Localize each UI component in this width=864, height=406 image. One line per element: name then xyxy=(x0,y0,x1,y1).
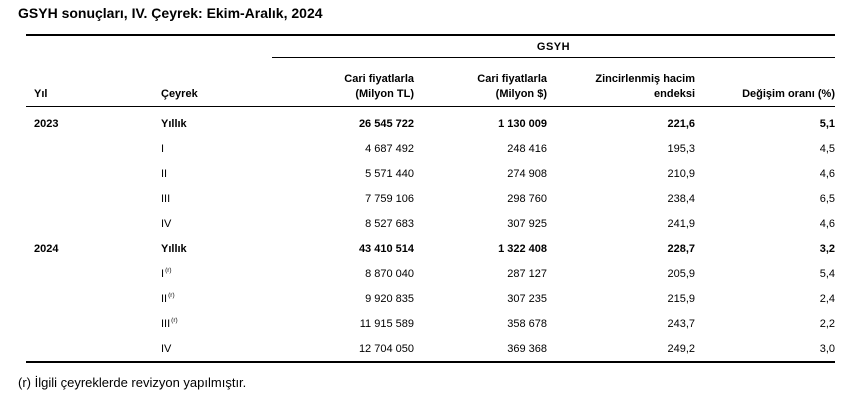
revision-mark: (r) xyxy=(171,317,178,324)
table-body xyxy=(26,107,835,363)
cell-cari-usd: 307 235 xyxy=(507,292,547,305)
cell-cari-usd: 298 760 xyxy=(507,192,547,205)
cell-year xyxy=(26,161,161,186)
col-header-chain-index: Zincirlenmiş hacim endeksi xyxy=(595,73,695,100)
cell-cari-usd: 358 678 xyxy=(507,317,547,330)
cell-quarter: IV xyxy=(161,342,172,355)
revision-mark: (r) xyxy=(165,267,172,274)
table-row xyxy=(26,311,835,336)
cell-cari-usd: 1 322 408 xyxy=(498,242,547,255)
cell-cari-tl: 26 545 722 xyxy=(358,117,414,130)
cell-chain-index: 195,3 xyxy=(667,142,695,155)
cell-year xyxy=(26,286,161,311)
revision-mark: (r) xyxy=(168,292,175,299)
cell-quarter: II xyxy=(161,167,168,180)
table-row xyxy=(26,336,835,362)
cell-chain-index: 221,6 xyxy=(667,117,695,130)
cell-change-rate: 4,6 xyxy=(819,217,835,230)
cell-year xyxy=(26,186,161,211)
cell-year xyxy=(26,261,161,286)
cell-change-rate: 3,2 xyxy=(819,242,835,255)
cell-chain-index: 241,9 xyxy=(667,217,695,230)
cell-change-rate: 2,2 xyxy=(819,317,835,330)
cell-year xyxy=(26,311,161,336)
cell-cari-tl: 5 571 440 xyxy=(365,167,414,180)
cell-cari-tl: 43 410 514 xyxy=(358,242,414,255)
cell-year xyxy=(26,211,161,236)
cell-change-rate: 3,0 xyxy=(819,342,835,355)
cell-quarter: III$^{(r)}$ xyxy=(161,317,178,330)
cell-chain-index: 210,9 xyxy=(667,167,695,180)
cell-year: 2023 xyxy=(34,117,59,130)
cell-cari-tl: 12 704 050 xyxy=(358,342,414,355)
table-row xyxy=(26,286,835,311)
col-header-cari-tl: Cari fiyatlarla (Milyon TL) xyxy=(344,73,414,100)
cell-quarter: Yıllık xyxy=(161,117,187,130)
cell-change-rate: 2,4 xyxy=(819,292,835,305)
cell-cari-tl: 8 527 683 xyxy=(365,217,414,230)
footnote: (r) İlgili çeyreklerde revizyon yapılmıştır. xyxy=(18,375,247,390)
gsyh-table xyxy=(26,34,835,363)
cell-cari-usd: 1 130 009 xyxy=(498,117,547,130)
col-header-cari-usd: Cari fiyatlarla (Milyon $) xyxy=(477,73,547,100)
cell-chain-index: 205,9 xyxy=(667,267,695,280)
col-header-quarter: Çeyrek xyxy=(161,88,198,100)
cell-quarter: II$^{(r)}$ xyxy=(161,292,175,305)
cell-chain-index: 238,4 xyxy=(667,192,695,205)
cell-cari-tl: 11 915 589 xyxy=(359,317,414,330)
cell-cari-tl: 4 687 492 xyxy=(365,142,414,155)
cell-change-rate: 4,5 xyxy=(819,142,835,155)
cell-change-rate: 5,1 xyxy=(819,117,835,130)
cell-chain-index: 215,9 xyxy=(667,292,695,305)
cell-year xyxy=(26,336,161,362)
cell-change-rate: 5,4 xyxy=(819,267,835,280)
col-header-year: Yıl xyxy=(34,88,48,100)
cell-change-rate: 4,6 xyxy=(819,167,835,180)
cell-year xyxy=(26,136,161,161)
col-header-change-rate: Değişim oranı (%) xyxy=(742,88,835,100)
cell-quarter: I xyxy=(161,142,165,155)
cell-chain-index: 243,7 xyxy=(667,317,695,330)
table-title: GSYH sonuçları, IV. Çeyrek: Ekim-Aralık, 2024 xyxy=(18,5,323,21)
cell-quarter: III xyxy=(161,192,171,205)
cell-cari-usd: 287 127 xyxy=(507,267,547,280)
cell-year: 2024 xyxy=(34,242,59,255)
cell-cari-tl: 7 759 106 xyxy=(365,192,414,205)
cell-chain-index: 228,7 xyxy=(667,242,695,255)
table-row xyxy=(26,186,835,211)
cell-cari-usd: 307 925 xyxy=(507,217,547,230)
cell-quarter: Yıllık xyxy=(161,242,187,255)
cell-quarter: IV xyxy=(161,217,172,230)
table-row xyxy=(26,236,835,261)
cell-cari-usd: 248 416 xyxy=(507,142,547,155)
cell-cari-tl: 9 920 835 xyxy=(365,292,414,305)
table-row xyxy=(26,211,835,236)
cell-cari-usd: 274 908 xyxy=(507,167,547,180)
cell-cari-usd: 369 368 xyxy=(507,342,547,355)
cell-chain-index: 249,2 xyxy=(667,342,695,355)
table-row xyxy=(26,107,835,137)
table-row xyxy=(26,261,835,286)
cell-quarter: $I^{(r)}$ xyxy=(161,267,172,280)
table-row xyxy=(26,136,835,161)
table-row xyxy=(26,161,835,186)
cell-change-rate: 6,5 xyxy=(819,192,835,205)
cell-cari-tl: 8 870 040 xyxy=(365,267,414,280)
group-header-gsyh: GSYH xyxy=(272,36,835,58)
